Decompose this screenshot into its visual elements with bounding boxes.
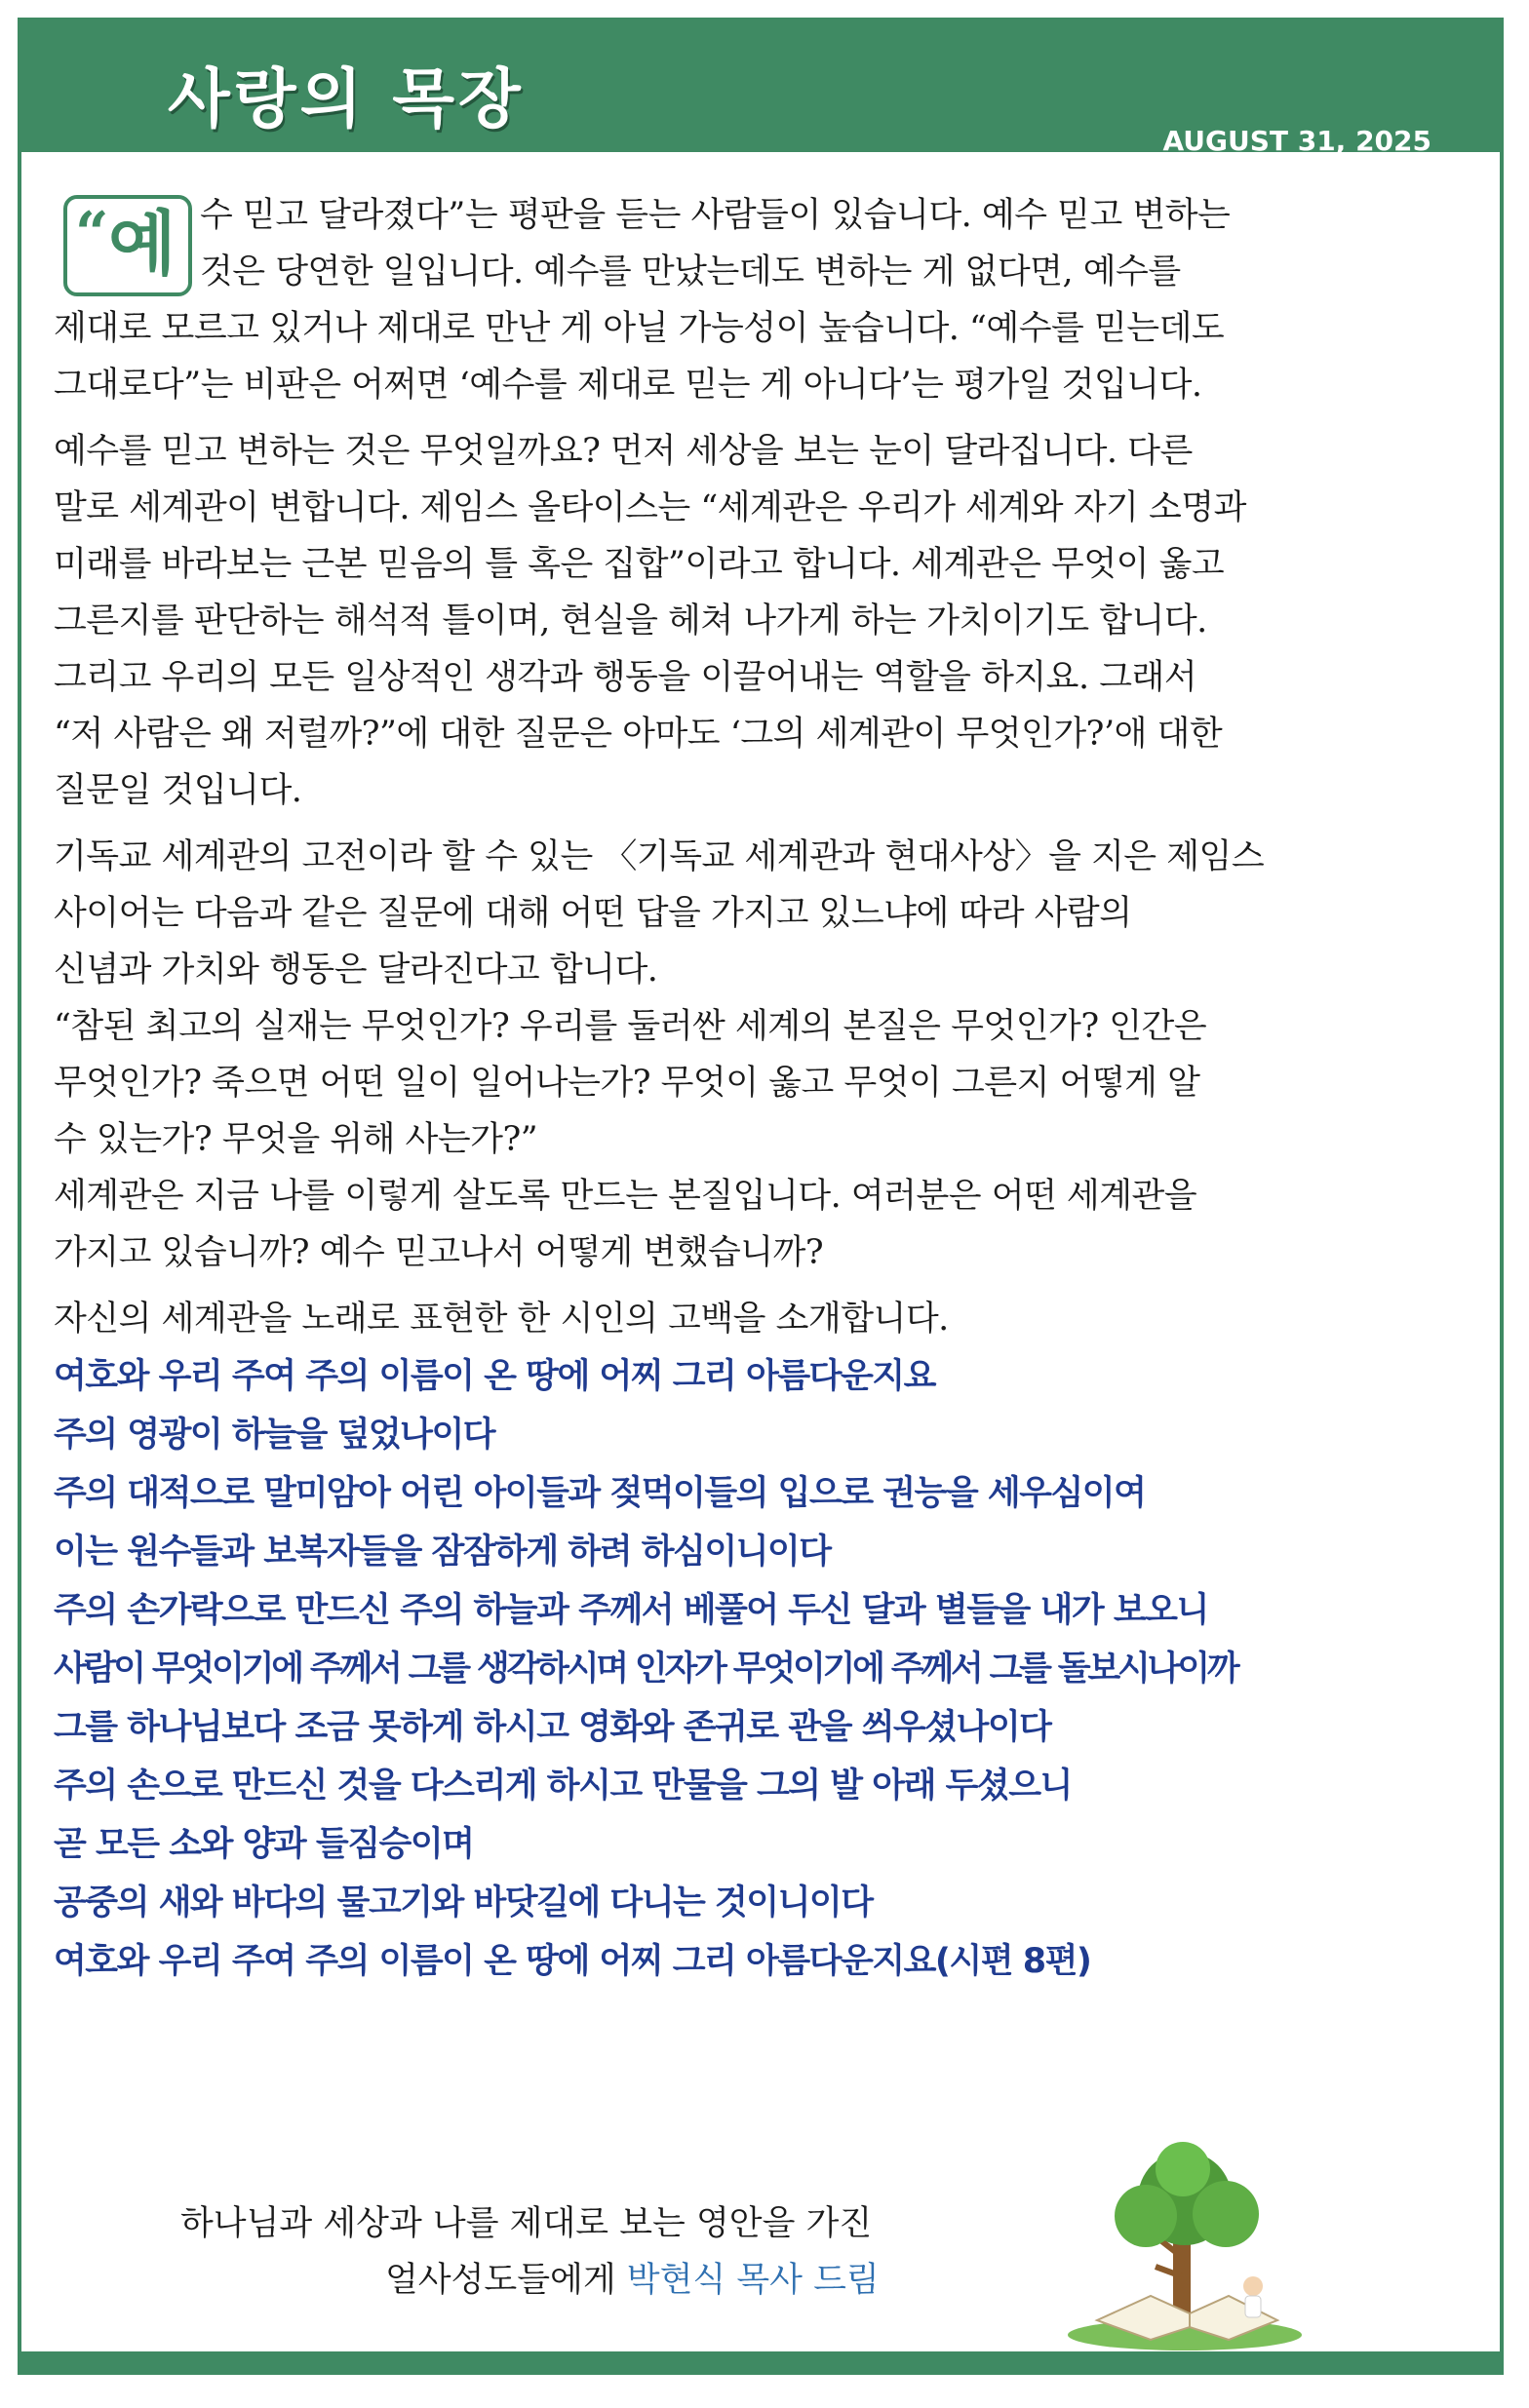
text-line: 그른지를 판단하는 해석적 틀이며, 현실을 헤쳐 나가게 하는 가치이기도 합니다.: [54, 602, 1207, 641]
poem-line: 주의 손가락으로 만드신 주의 하늘과 주께서 베풀어 두신 달과 별들을 내가 보오니: [54, 1591, 1208, 1630]
closing-recipients: 얼사성도들에게: [385, 2261, 627, 2300]
text-line: 그리고 우리의 모든 일상적인 생각과 행동을 이끌어내는 역할을 하지요. 그래서: [54, 658, 1197, 697]
poem-line: 사람이 무엇이기에 주께서 그를 생각하시며 인자가 무엇이기에 주께서 그를 돌보시나이까: [54, 1650, 1237, 1689]
poem-line: 여호와 우리 주여 주의 이름이 온 땅에 어찌 그리 아름다운지요: [54, 1357, 935, 1396]
footer-bar: [21, 2351, 1500, 2371]
closing-line: [54, 2252, 1029, 2309]
text-line: 신념과 가치와 행동은 달라진다고 합니다.: [54, 951, 658, 990]
drop-cap-box: [63, 195, 192, 296]
poem-line: 공중의 새와 바다의 물고기와 바닷길에 다니는 것이니이다: [54, 1884, 873, 1923]
tree-book-illustration: [1058, 2140, 1312, 2354]
closing-signature: [54, 2195, 1029, 2309]
text-line: 질문일 것입니다.: [54, 771, 302, 810]
text-line: 사이어는 다음과 같은 질문에 대해 어떤 답을 가지고 있느냐에 따라 사람의: [54, 894, 1132, 933]
text-line: 그대로다”는 비판은 어쩌면 ‘예수를 제대로 믿는 게 아니다’는 평가일 것입니다.: [54, 366, 1202, 405]
author-name: 박현식 목사 드림: [626, 2261, 880, 2300]
closing-line: 하나님과 세상과 나를 제대로 보는 영안을 가진: [180, 2204, 873, 2243]
poem-line: 이는 원수들과 보복자들을 잠잠하게 하려 하심이니이다: [54, 1533, 831, 1572]
text-line: 예수를 믿고 변하는 것은 무엇일까요? 먼저 세상을 보는 눈이 달라집니다. 다른: [54, 432, 1193, 471]
article-body: [54, 187, 1477, 1991]
text-line: 미래를 바라보는 근본 믿음의 틀 혹은 집합”이라고 합니다. 세계관은 무엇이 옳고: [54, 545, 1225, 584]
poem-line: 주의 영광이 하늘을 덮었나이다: [54, 1416, 495, 1455]
issue-date: AUGUST 31, 2025: [1162, 125, 1431, 157]
poem-line: 곧 모든 소와 양과 들짐승이며: [54, 1825, 474, 1864]
tree-leaf-cluster: [1115, 2185, 1177, 2247]
text-line: 무엇인가? 죽으면 어떤 일이 일어나는가? 무엇이 옳고 무엇이 그른지 어떻게 알: [54, 1064, 1200, 1103]
tree-leaf-cluster: [1156, 2142, 1210, 2196]
page-title: 사랑의 목장: [168, 61, 525, 136]
text-line: 기독교 세계관의 고전이라 할 수 있는 〈기독교 세계관과 현대사상〉을 지은 제임스: [54, 837, 1265, 876]
paragraph-poem-intro: [54, 1291, 1477, 1347]
text-line: 것은 당연한 일입니다. 예수를 만났는데도 변하는 게 없다면, 예수를: [200, 252, 1181, 291]
poem-line: 그를 하나님보다 조금 못하게 하시고 영화와 존귀로 관을 씌우셨나이다: [54, 1708, 1051, 1747]
drop-cap-letter: 예: [108, 202, 176, 285]
text-line: 자신의 세계관을 노래로 표현한 한 시인의 고백을 소개합니다.: [54, 1300, 949, 1339]
psalm-8-quote: [54, 1347, 1477, 1991]
paragraph-intro: [54, 187, 1477, 413]
text-line: 제대로 모르고 있거나 제대로 만난 게 아닐 가능성이 높습니다. “예수를 믿는데도: [54, 309, 1225, 348]
text-line: “저 사람은 왜 저럴까?”에 대한 질문은 아마도 ‘그의 세계관이 무엇인가?’애 대한: [54, 715, 1223, 754]
poem-line: 주의 대적으로 말미암아 어린 아이들과 젖먹이들의 입으로 권능을 세우심이여: [54, 1474, 1146, 1513]
paragraph-sire: [54, 829, 1477, 1281]
text-line: 세계관은 지금 나를 이렇게 살도록 만드는 본질입니다. 여러분은 어떤 세계관을: [54, 1177, 1197, 1216]
text-line: “참된 최고의 실재는 무엇인가? 우리를 둘러싼 세계의 본질은 무엇인가? 인간은: [54, 1007, 1207, 1046]
child-figure-icon: [1243, 2276, 1263, 2296]
tree-leaf-cluster: [1193, 2181, 1259, 2247]
text-line: 말로 세계관이 변합니다. 제임스 올타이스는 “세계관은 우리가 세계와 자기 소명과: [54, 488, 1246, 527]
drop-cap-quote: “: [75, 200, 109, 268]
text-line: 가지고 있습니까? 예수 믿고나서 어떻게 변했습니까?: [54, 1233, 824, 1272]
child-figure-body: [1245, 2296, 1261, 2317]
poem-line: 주의 손으로 만드신 것을 다스리게 하시고 만물을 그의 발 아래 두셨으니: [54, 1767, 1072, 1806]
poem-line: 여호와 우리 주여 주의 이름이 온 땅에 어찌 그리 아름다운지요(시편 8편): [54, 1942, 1091, 1981]
text-line: 수 있는가? 무엇을 위해 사는가?”: [54, 1120, 538, 1159]
header-banner: [21, 21, 1500, 157]
text-line: 수 믿고 달라졌다”는 평판을 듣는 사람들이 있습니다. 예수 믿고 변하는: [200, 196, 1231, 235]
paragraph-worldview: [54, 423, 1477, 819]
